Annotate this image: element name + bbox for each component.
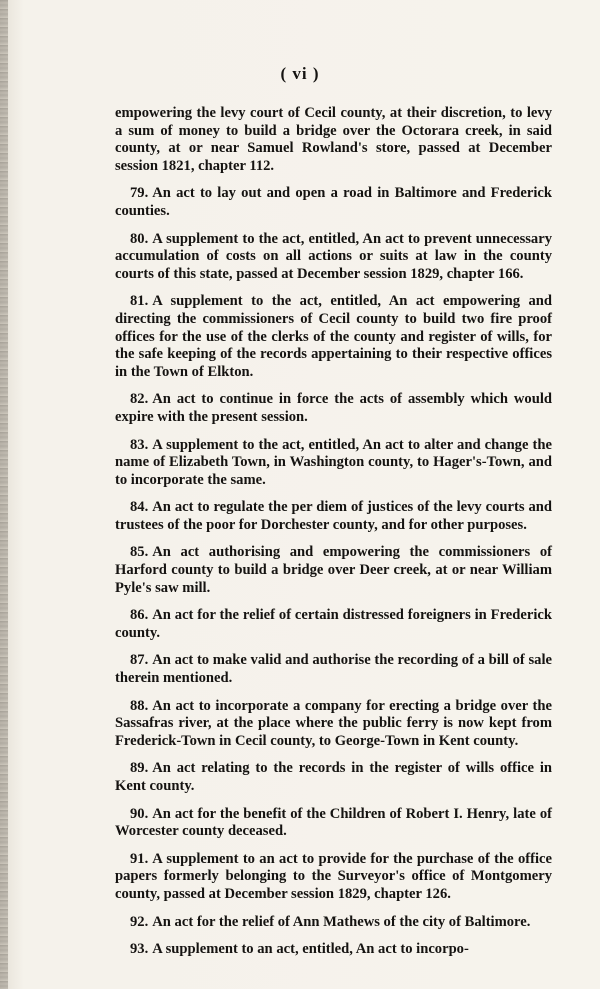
entry-87 <box>115 652 552 687</box>
entry-text: An act for the relief of Ann Mathews of the city of Baltimore. <box>152 913 531 930</box>
entry-number: 92. <box>130 913 149 930</box>
entry-text: An act to incorporate a company for erecting a bridge over the Sassafras river, at the place where the public ferry is now kept from Frederick-Town in Cecil county, to George-Town in Kent county. <box>115 697 552 749</box>
entry-text: empowering the levy court of Cecil county, at their discretion, to levy a sum of money to build a bridge over the Octorara creek, in said county, at or near Samuel Rowland's store, passed at December session 1821, chapter 112. <box>115 105 552 174</box>
entry-92 <box>115 914 552 932</box>
entry-number: 84. <box>130 499 149 516</box>
entry-text: An act for the relief of certain distressed foreigners in Frederick county. <box>115 607 552 641</box>
entry-number: 90. <box>130 805 149 822</box>
binding-edge <box>0 0 8 989</box>
entry-text: An act to regulate the per diem of justices of the levy courts and trustees of the poor for Dorchester county, and for other purposes. <box>115 499 552 533</box>
entry-80 <box>115 231 552 284</box>
entry-93 <box>115 941 552 959</box>
entry-86 <box>115 607 552 642</box>
entry-number: 93. <box>130 941 149 958</box>
entry-81 <box>115 293 552 381</box>
entry-text: A supplement to the act, entitled, An act to prevent unnecessary accumulation of costs on all actions or suits at law in the county courts of this state, passed at December session 1829, chapter 166. <box>115 230 552 282</box>
entry-text: A supplement to the act, entitled, An act empowering and directing the commissioners of Cecil county to build two fire proof offices for the use of the clerks of the county and register of wills, for the safe keeping of the records appertaining to their respective offices in the Town of Elkton. <box>115 293 552 380</box>
entry-88 <box>115 698 552 751</box>
entry-number: 83. <box>130 436 149 453</box>
page-number: ( vi ) <box>280 64 320 83</box>
entry-number: 79. <box>130 185 149 202</box>
entry-text: An act to make valid and authorise the recording of a bill of sale therein mentioned. <box>115 652 552 687</box>
entry-84 <box>115 499 552 534</box>
entry-number: 88. <box>130 697 149 714</box>
entry-85 <box>115 544 552 597</box>
entry-82 <box>115 391 552 426</box>
entry-text: An act relating to the records in the register of wills office in Kent county. <box>115 760 552 794</box>
entry-number: 81. <box>130 293 149 310</box>
entries-list <box>115 105 552 959</box>
entry-text: A supplement to the act, entitled, An act to alter and change the name of Elizabeth Town, in Washington county, to Hager's-Town, and to incorporate the same. <box>115 436 552 488</box>
entry-text: A supplement to an act to provide for the purchase of the office papers formerly belonging to the Surveyor's office of Montgomery county, passed at December session 1829, chapter 126. <box>115 850 552 902</box>
entry-text: An act to lay out and open a road in Baltimore and Frederick counties. <box>115 185 552 219</box>
entry-number: 80. <box>130 230 149 247</box>
entry-number: 82. <box>130 391 149 408</box>
entry-91 <box>115 851 552 904</box>
entry-number: 91. <box>130 850 149 867</box>
entry-number: 85. <box>130 544 149 561</box>
entry-89 <box>115 760 552 795</box>
entry-90 <box>115 806 552 841</box>
entry-text: A supplement to an act, entitled, An act to incorpo- <box>152 941 469 958</box>
entry-text: An act to continue in force the acts of assembly which would expire with the present session. <box>115 391 552 425</box>
entry-79 <box>115 185 552 220</box>
entry-text: An act authorising and empowering the commissioners of Harford county to build a bridge over Deer creek, at or near William Pyle's saw mill. <box>115 544 552 596</box>
entry-83 <box>115 437 552 490</box>
entry-text: An act for the benefit of the Children of Robert I. Henry, late of Worcester county deceased. <box>115 805 552 840</box>
continued-entry-text <box>115 105 552 175</box>
entry-number: 86. <box>130 607 149 624</box>
entry-number: 89. <box>130 760 149 777</box>
entry-number: 87. <box>130 652 149 669</box>
